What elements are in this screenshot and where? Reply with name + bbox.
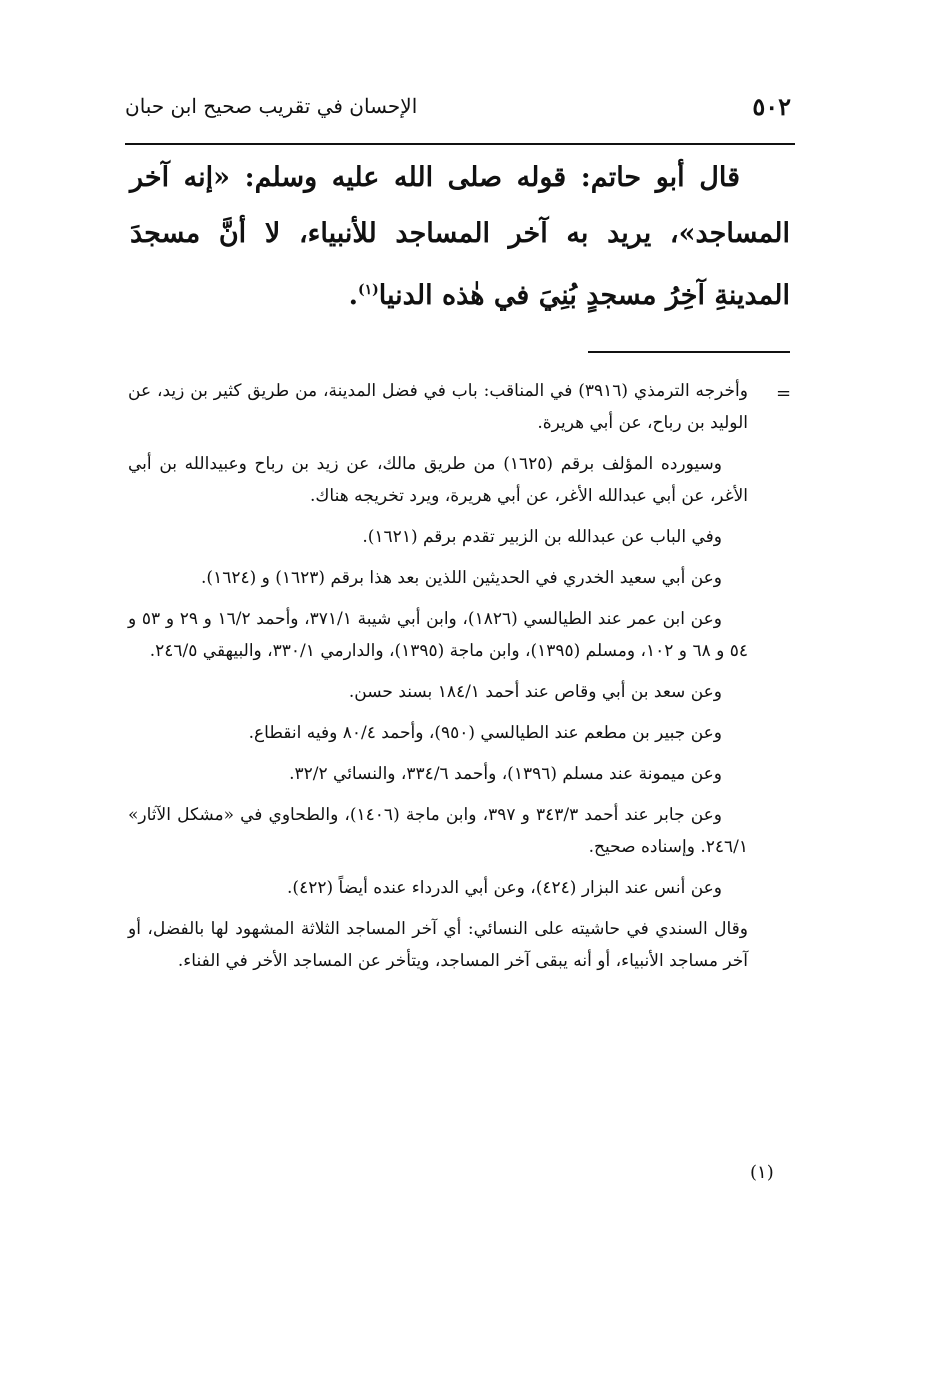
page-header (125, 88, 797, 128)
header-rule (125, 143, 795, 145)
main-paragraph (130, 150, 790, 324)
main-text-period: . (348, 280, 358, 311)
footnote-paragraph: وفي الباب عن عبدالله بن الزبير تقدم برقم (١٦٢١). (362, 527, 722, 547)
main-text (130, 150, 790, 324)
footnote-separator (588, 351, 790, 353)
footnote-paragraph: وعن جبير بن مطعم عند الطيالسي (٩٥٠)، وأحمد ٨٠/٤ وفيه انقطاع. (248, 723, 722, 743)
footnote-paragraph: وعن أبي سعيد الخدري في الحديثين اللذين بعد هذا برقم (١٦٢٣) و (١٦٢٤). (201, 568, 722, 588)
footnote-paragraph: وعن جابر عند أحمد ٣٤٣/٣ و ٣٩٧، وابن ماجة (١٤٠٦)، والطحاوي في «مشكل الآثار» ٢٤٦/١. وإسناده صحيح. (128, 805, 748, 857)
footnote-paragraph: وعن ميمونة عند مسلم (١٣٩٦)، وأحمد ٣٣٤/٦، والنسائي ٣٢/٢. (289, 764, 722, 784)
footnote-paragraph: وأخرجه الترمذي (٣٩١٦) في المناقب: باب في فضل المدينة، من طريق كثير بن زيد، عن الوليد بن رباح، عن أبي هريرة. (128, 381, 748, 433)
page-number: ٥٠٢ (752, 92, 791, 121)
footnote-paragraph: وعن أنس عند البزار (٤٢٤)، وعن أبي الدرداء عنده أيضاً (٤٢٢). (287, 878, 722, 898)
footnote-reference: (١) (358, 282, 379, 298)
footnote-paragraph: وعن ابن عمر عند الطيالسي (١٨٢٦)، وابن أبي شيبة ٣٧١/١، وأحمد ١٦/٢ و ٢٩ و ٥٣ و ٥٤ و ٦٨ و ١٠٢، ومسلم (١٣٩٥)، وابن ماجة (١٣٩٥)، والدارمي ٣٣٠/١، والبيهقي ٢٤٦/٥. (128, 609, 748, 661)
footnote-paragraph: وسيورده المؤلف برقم (١٦٢٥) من طريق مالك، عن زيد بن رباح وعبيدالله بن أبي الأغر، عن أبي عبدالله الأغر، عن أبي هريرة، ويرد تخريجه هناك. (128, 454, 748, 506)
footnote-paragraph: وعن سعد بن أبي وقاص عند أحمد ١٨٤/١ بسند حسن. (348, 682, 722, 702)
continuation-marker: = (776, 383, 792, 404)
footnote-1-text: وقال السندي في حاشيته على النسائي: أي آخر المساجد الثلاثة المشهود لها بالفضل، أو آخر مساجد الأنبياء، أو أنه يبقى آخر المساجد، ويتأخر عن المساجد الأخر في الفناء. (128, 919, 748, 971)
footnote-1-number: (١) (750, 1162, 774, 1183)
footnotes (128, 375, 748, 986)
running-title: الإحسان في تقريب صحيح ابن حبان (125, 94, 418, 118)
main-text-body: قال أبو حاتم: قوله صلى الله عليه وسلم: «إنه آخر المساجد»، يريد به آخر المساجد للأنبياء، لا أنَّ مسجدَ المدينةِ آخِرُ مسجدٍ بُنِيَ في هٰذه الدنيا (130, 162, 790, 311)
